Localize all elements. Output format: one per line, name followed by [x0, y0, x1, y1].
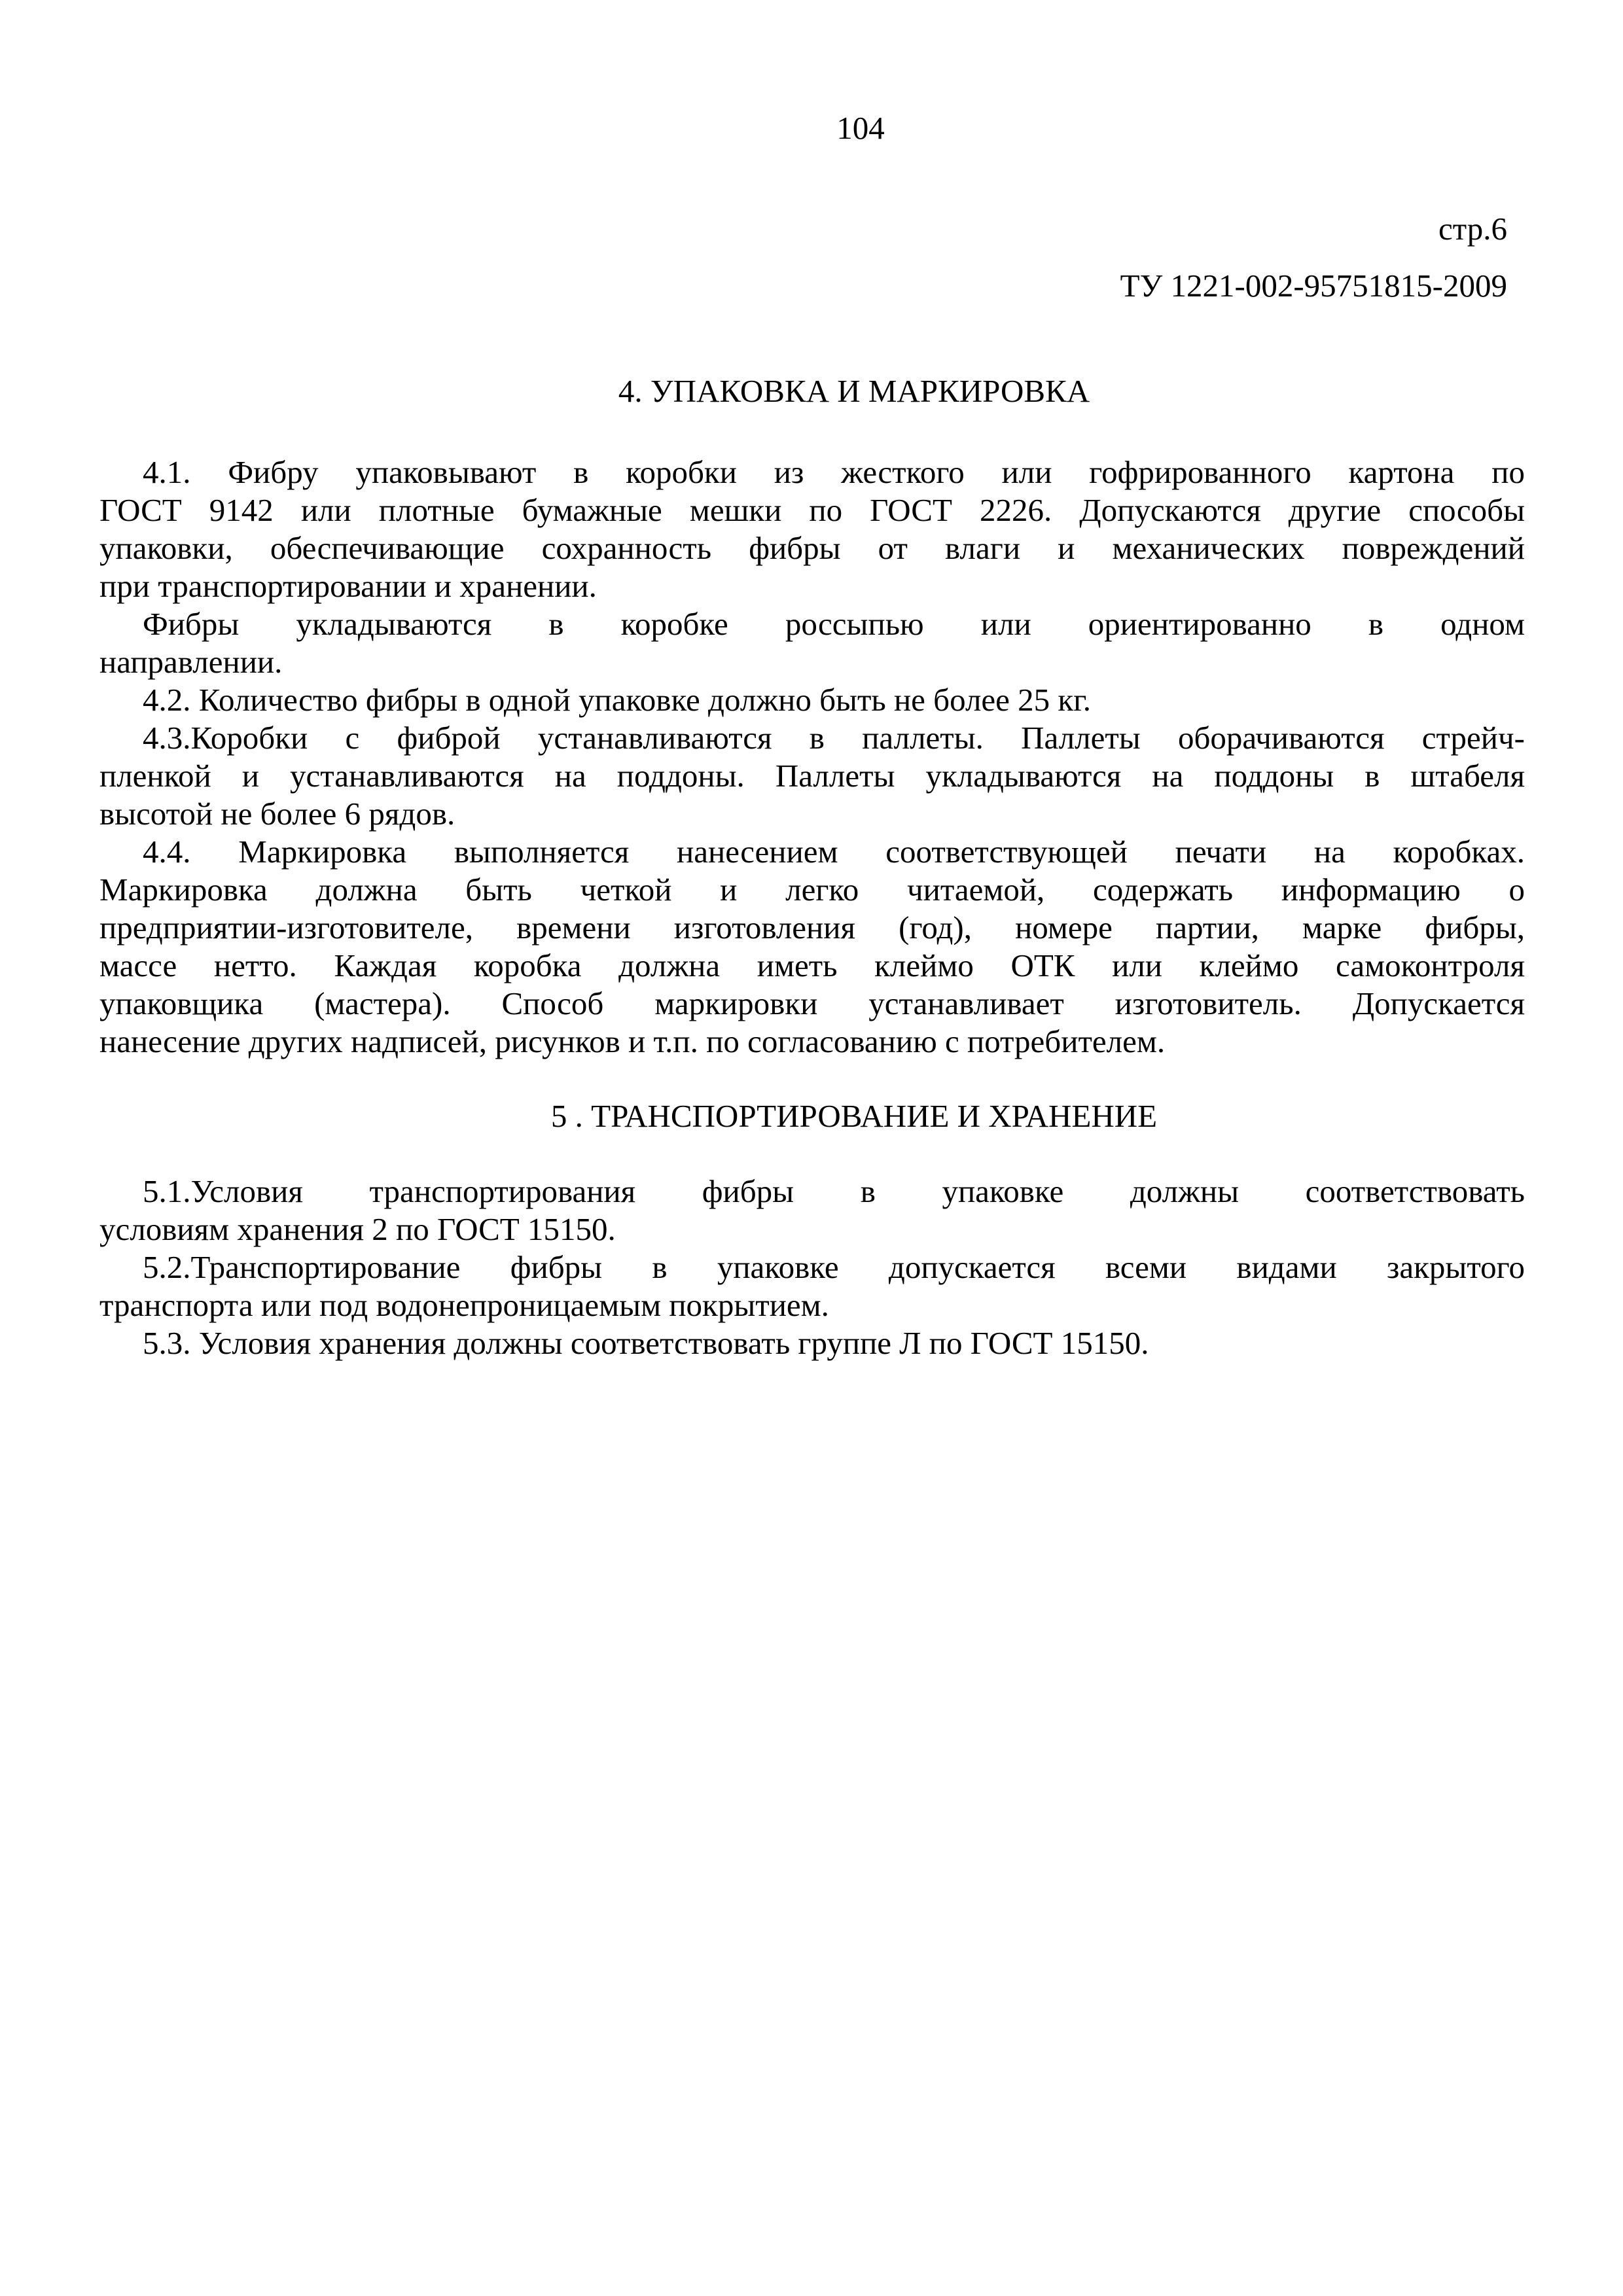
- paragraph-4-4: [99, 833, 1525, 1061]
- paragraph-4-3: [99, 719, 1525, 833]
- section-5-body: [99, 1173, 1525, 1362]
- page-number: 104: [836, 110, 885, 146]
- paragraph-5-1: [99, 1173, 1525, 1248]
- paragraph-5-2: [99, 1248, 1525, 1324]
- paragraph-line: ГОСТ 9142 или плотные бумажные мешки по ГОСТ 2226. Допускаются другие способы: [99, 492, 1525, 528]
- paragraph-4-1: [99, 453, 1525, 605]
- paragraph-line: 4.2. Количество фибры в одной упаковке должно быть не более 25 кг.: [143, 682, 1092, 718]
- paragraph-line: 5.1.Условия транспортирования фибры в упаковке должны соответствовать: [143, 1173, 1525, 1209]
- paragraph-line: 5.2.Транспортирование фибры в упаковке допускается всеми видами закрытого: [143, 1249, 1525, 1285]
- paragraph-line: 4.1. Фибру упаковывают в коробки из жесткого или гофрированного картона по: [143, 454, 1525, 490]
- paragraph-line: массе нетто. Каждая коробка должна иметь клеймо ОТК или клеймо самоконтроля: [99, 947, 1525, 983]
- paragraph-line: 4.4. Маркировка выполняется нанесением соответствующей печати на коробках.: [143, 834, 1525, 870]
- paragraph-line: Маркировка должна быть четкой и легко читаемой, содержать информацию о: [99, 872, 1525, 908]
- section-4-heading: 4. УПАКОВКА И МАРКИРОВКА: [618, 373, 1090, 409]
- paragraph-line: условиям хранения 2 по ГОСТ 15150.: [99, 1211, 616, 1247]
- paragraph-4-2: [99, 681, 1525, 719]
- page-ref: стр.6: [1438, 211, 1507, 247]
- paragraph-line: Фибры укладываются в коробке россыпью или ориентированно в одном: [143, 606, 1525, 642]
- paragraph-line: упаковщика (мастера). Способ маркировки устанавливает изготовитель. Допускается: [99, 985, 1525, 1021]
- paragraph-line: направлении.: [99, 644, 283, 680]
- paragraph-line: транспорта или под водонепроницаемым покрытием.: [99, 1287, 829, 1323]
- section-5-heading: 5 . ТРАНСПОРТИРОВАНИЕ И ХРАНЕНИЕ: [550, 1098, 1158, 1134]
- paragraph-fibry: [99, 605, 1525, 681]
- paragraph-line: упаковки, обеспечивающие сохранность фибры от влаги и механических повреждений: [99, 530, 1525, 566]
- paragraph-line: 4.3.Коробки с фиброй устанавливаются в паллеты. Паллеты оборачиваются стрейч-: [143, 720, 1525, 756]
- section-4-body: [99, 453, 1525, 1061]
- paragraph-line: 5.3. Условия хранения должны соответствовать группе Л по ГОСТ 15150.: [143, 1325, 1149, 1361]
- paragraph-line: предприятии-изготовителе, времени изготовления (год), номере партии, марке фибры,: [99, 910, 1525, 945]
- paragraph-line: при транспортировании и хранении.: [99, 568, 597, 604]
- doc-ref: ТУ 1221-002-95751815-2009: [1120, 268, 1507, 304]
- paragraph-5-3: [99, 1324, 1525, 1362]
- paragraph-line: пленкой и устанавливаются на поддоны. Паллеты укладываются на поддоны в штабеля: [99, 758, 1525, 794]
- paragraph-line: нанесение других надписей, рисунков и т.п. по согласованию с потребителем.: [99, 1023, 1166, 1059]
- paragraph-line: высотой не более 6 рядов.: [99, 796, 455, 832]
